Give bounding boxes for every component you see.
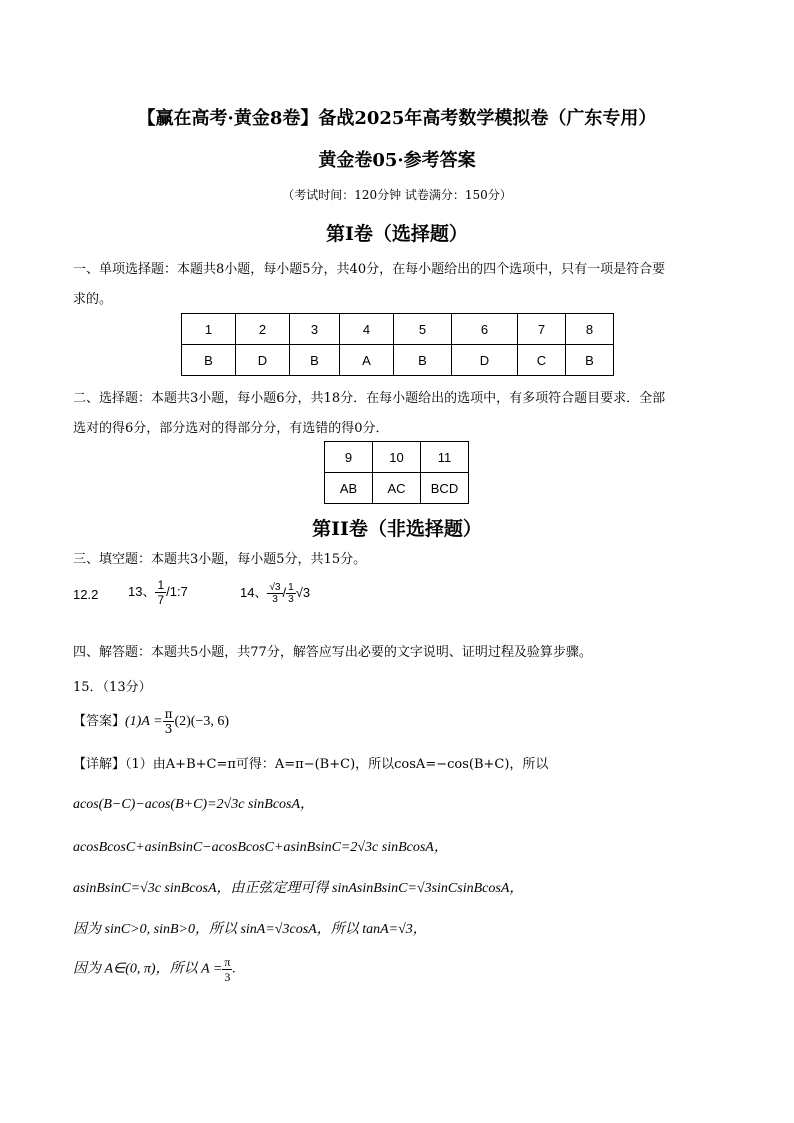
answer-14 (240, 582, 310, 605)
answer-13 (128, 578, 188, 607)
table-cell: A (340, 345, 394, 376)
equation-3: asinBsinC=√3c sinBcosA，由正弦定理可得 sinAsinBsinC=√3sinCsinBcosA， (73, 881, 524, 896)
fraction (163, 707, 175, 736)
denominator: 3 (164, 722, 173, 736)
denominator: 3 (288, 594, 294, 606)
table-cell: 6 (452, 314, 518, 345)
numerator: 1 (288, 582, 294, 594)
numerator: π (224, 955, 231, 969)
section-1-line-2: 求的。 (73, 292, 113, 307)
denominator: 3 (272, 594, 278, 606)
table-cell: 9 (325, 442, 373, 473)
numerator: π (164, 707, 173, 721)
table-cell: 10 (373, 442, 421, 473)
equation-5-text: 因为 A∈(0, π)，所以 A = (73, 961, 223, 977)
question-15-label: 15．（13分） (73, 680, 152, 695)
section-2-line-2: 选对的得6分，部分选对的得部分分，有选错的得0分． (73, 421, 389, 436)
denominator: 3 (224, 970, 231, 984)
table-cell: 2 (236, 314, 290, 345)
detail-text: （1）由A+B+C=π可得：A=π−(B+C)，所以cosA=−cos(B+C)，所以 (125, 757, 549, 772)
detail-line-1 (73, 753, 548, 772)
answer-13-tail: /1:7 (166, 583, 188, 599)
table-cell: 8 (566, 314, 614, 345)
exam-info: （考试时间：120分钟 试卷满分：150分） (282, 188, 512, 202)
section-2-line-1: 二、选择题：本题共3小题，每小题6分，共18分．在每小题给出的选项中，有多项符合题目要求．全部 (73, 391, 666, 406)
question-number-row (325, 442, 469, 473)
answer-12: 12.2 (73, 587, 99, 602)
table-cell: BCD (421, 473, 469, 504)
section-3-intro: 三、填空题：本题共3小题，每小题5分，共15分。 (73, 552, 367, 567)
table-cell: B (394, 345, 452, 376)
answer-tag: 【答案】 (73, 714, 126, 729)
equation-2: acosBcosC+asinBsinC−acosBcosC+asinBsinC=2√3c sinBcosA， (73, 840, 448, 855)
table-cell: B (290, 345, 340, 376)
answer-line (73, 707, 229, 736)
single-choice-answer-table (181, 313, 614, 376)
section-4-intro: 四、解答题：本题共5小题，共77分，解答应写出必要的文字说明、证明过程及验算步骤。 (73, 645, 592, 660)
volume-2-heading: 第II卷（非选择题） (312, 518, 482, 540)
detail-tag: 【详解】 (73, 757, 126, 772)
multi-choice-answer-table (324, 441, 469, 504)
fraction (155, 578, 166, 607)
table-cell: AC (373, 473, 421, 504)
table-cell: B (566, 345, 614, 376)
fraction (286, 582, 296, 605)
numerator: 1 (157, 578, 165, 592)
numerator: √3 (269, 582, 281, 594)
answer-row (182, 345, 614, 376)
table-cell: 1 (182, 314, 236, 345)
table-cell: D (236, 345, 290, 376)
denominator: 7 (157, 593, 165, 607)
table-cell: AB (325, 473, 373, 504)
table-cell: B (182, 345, 236, 376)
table-cell: C (518, 345, 566, 376)
separator: / (282, 585, 287, 600)
equation-4: 因为 sinC>0, sinB>0，所以 sinA=√3cosA，所以 tanA=√3， (73, 922, 427, 937)
answer-14-label: 14、 (240, 585, 268, 600)
answer-14-tail: √3 (295, 585, 311, 600)
document-title: 【赢在高考·黄金8卷】备战2025年高考数学模拟卷（广东专用） (137, 108, 657, 129)
equation-5-end: . (232, 961, 236, 977)
table-cell: 7 (518, 314, 566, 345)
answer-part-1: (1)A = (125, 714, 163, 729)
table-cell: 4 (340, 314, 394, 345)
document-subtitle: 黄金卷05·参考答案 (318, 150, 476, 171)
table-cell: 5 (394, 314, 452, 345)
answer-row (325, 473, 469, 504)
section-1-line-1: 一、单项选择题：本题共8小题，每小题5分，共40分，在每小题给出的四个选项中，只有一项是符合要 (73, 262, 666, 277)
question-number-row (182, 314, 614, 345)
equation-5 (73, 955, 236, 984)
table-cell: 3 (290, 314, 340, 345)
fraction (222, 955, 232, 984)
fraction (267, 582, 282, 605)
answer-part-2: (2)(−3, 6) (174, 714, 230, 729)
equation-1: acos(B−C)−acos(B+C)=2√3c sinBcosA， (73, 797, 315, 812)
volume-1-heading: 第I卷（选择题） (326, 223, 468, 245)
table-cell: D (452, 345, 518, 376)
table-cell: 11 (421, 442, 469, 473)
answer-13-label: 13、 (128, 583, 156, 599)
